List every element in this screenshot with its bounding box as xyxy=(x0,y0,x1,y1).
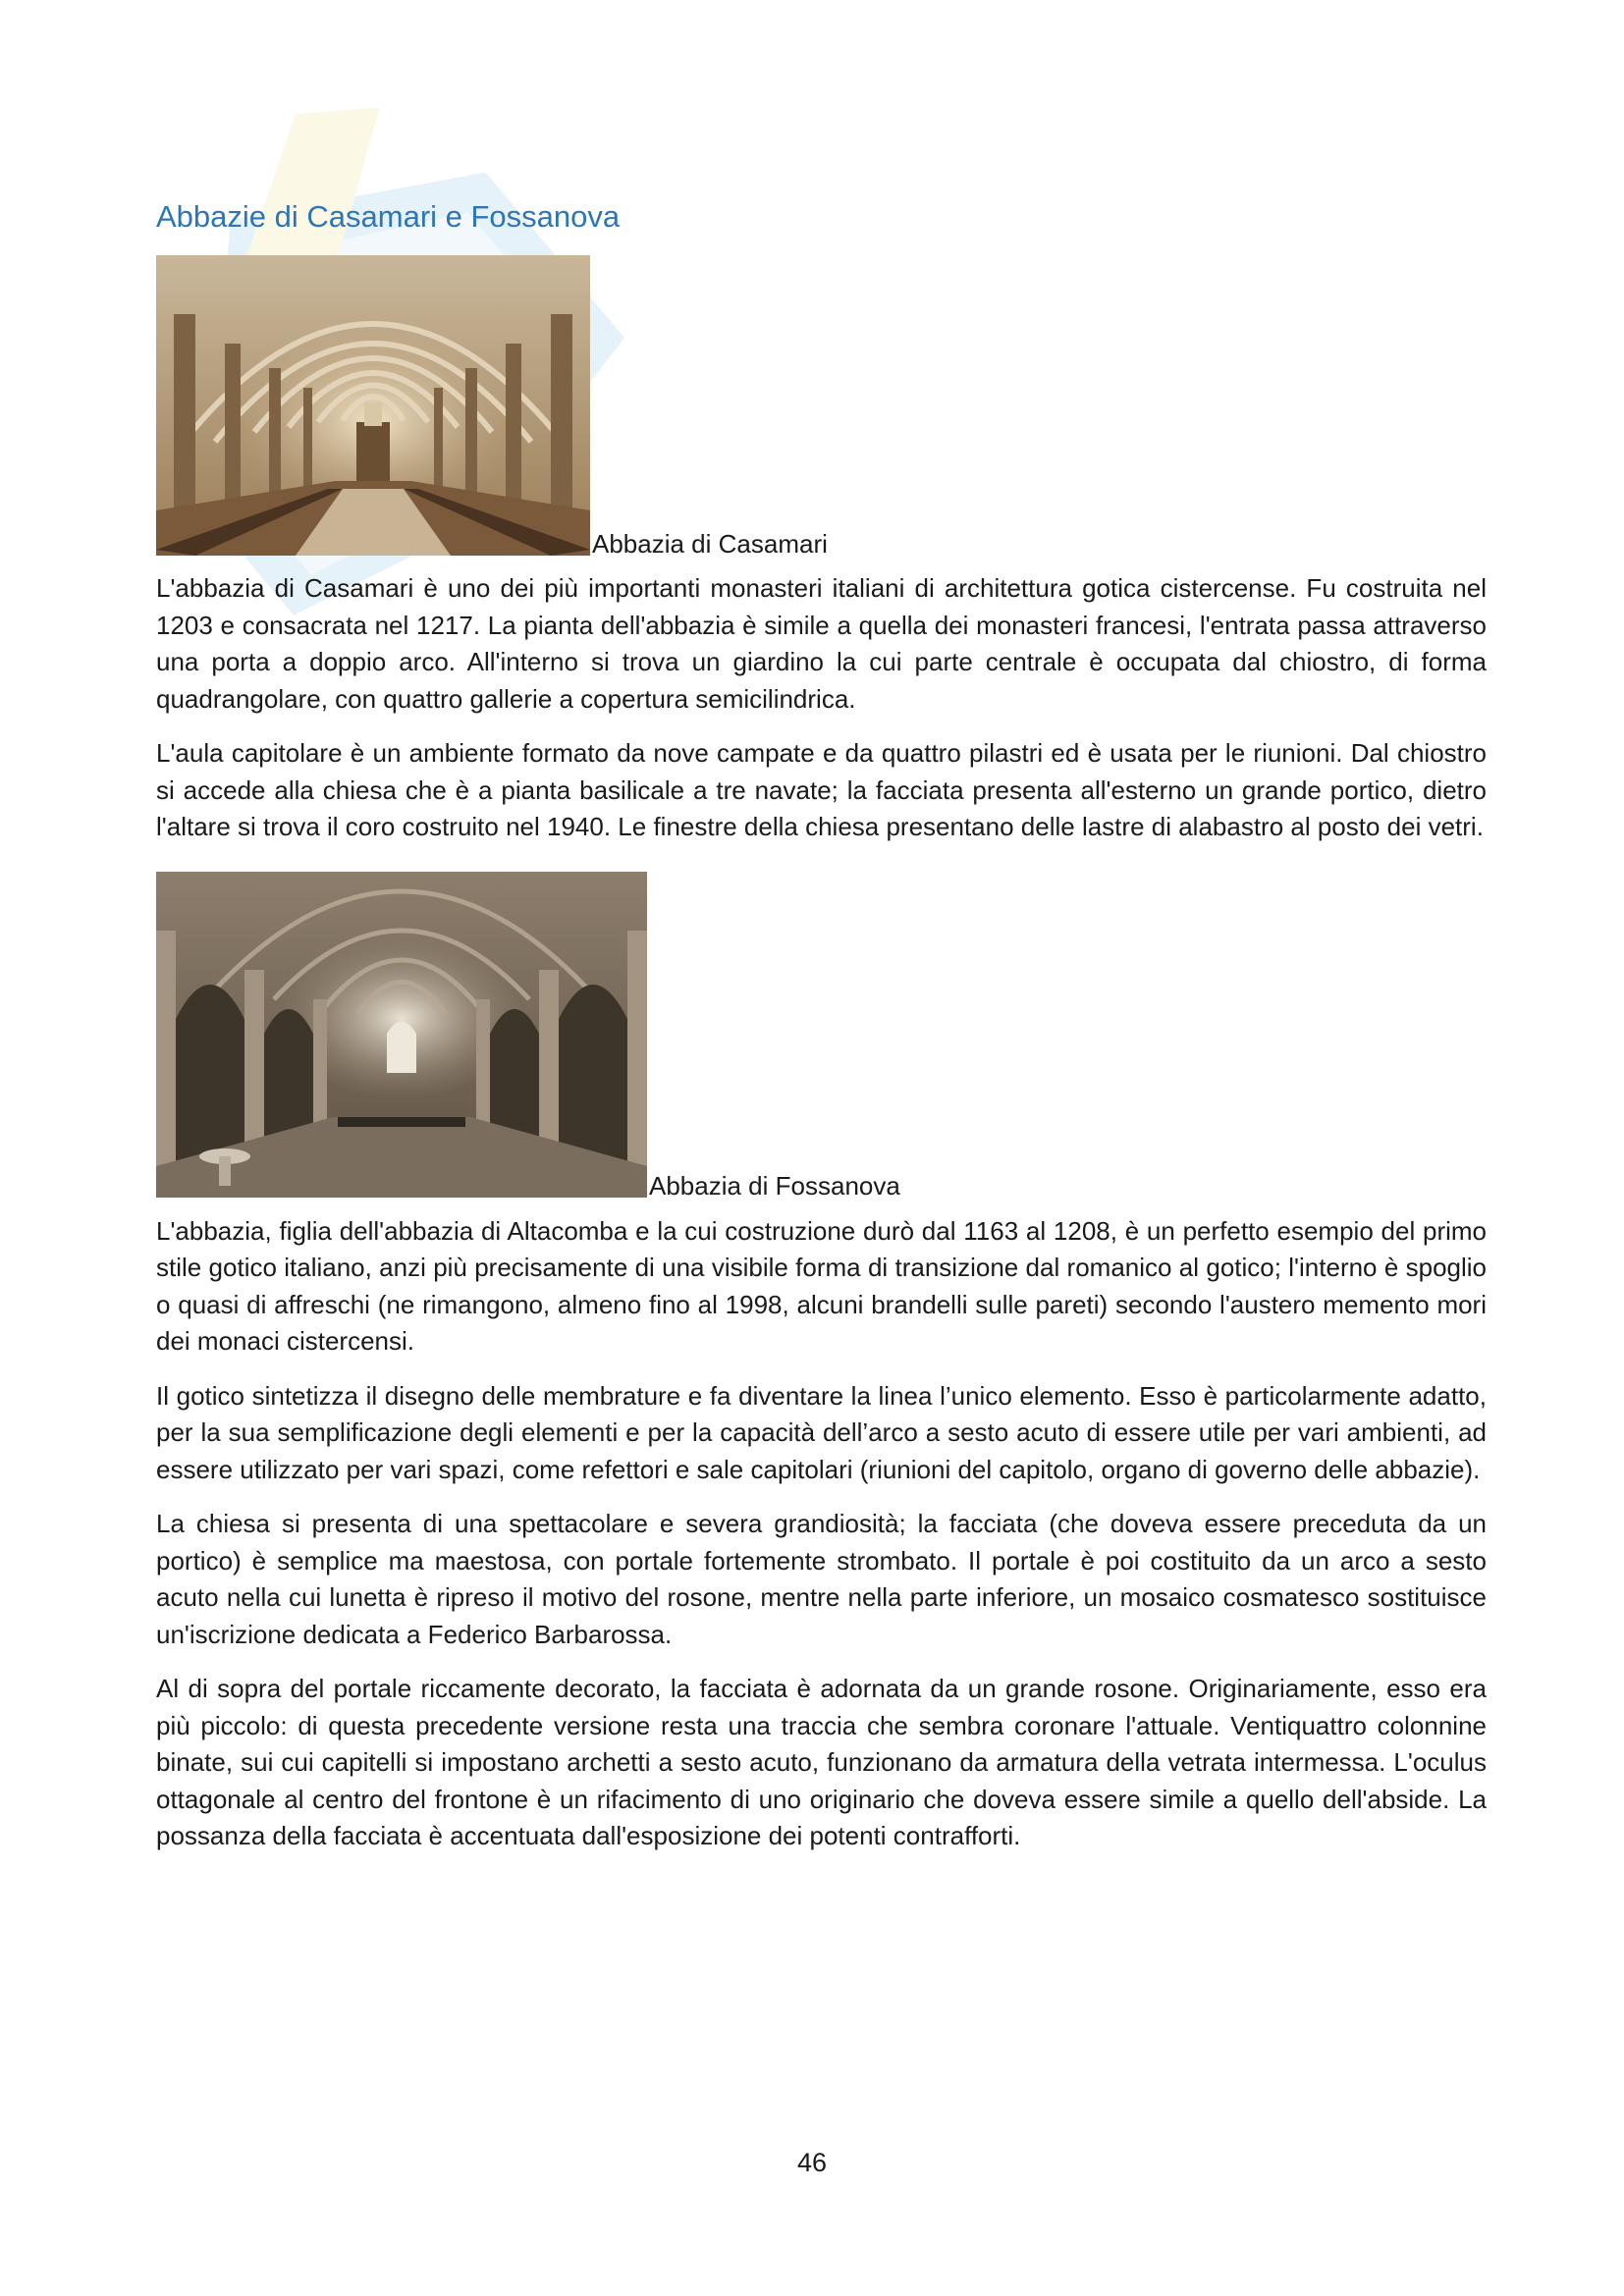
figure-fossanova xyxy=(156,872,1487,1201)
paragraph: La chiesa si presenta di una spettacolare e severa grandiosità; la facciata (che doveva essere preceduta da un portico) è semplice ma maestosa, con portale fortemente strombato. Il portale è poi costituito da un arco a sesto acuto nella cui lunetta è ripreso il motivo del rosone, mentre nella parte inferiore, un mosaico cosmatesco sostituisce un'iscrizione dedicata a Federico Barbarossa. xyxy=(156,1509,1487,1649)
page-content xyxy=(156,188,1487,1855)
paragraph: Al di sopra del portale riccamente decorato, la facciata è adornata da un grande rosone. Originariamente, esso era più piccolo: di questa precedente versione resta una traccia che sembra coronare l'attuale. Ventiquattro colonnine binate, sui cui capitelli si impostano archetti a sesto acuto, funzionano da armatura della vetrata intermessa. L'oculus ottagonale al centro del frontone è un rifacimento di uno originario che doveva essere simile a quello dell'abside. La possanza della facciata è accentuata dall'esposizione dei potenti contrafforti. xyxy=(156,1674,1487,1850)
paragraph: Il gotico sintetizza il disegno delle membrature e fa diventare la linea l’unico elemento. Esso è particolarmente adatto, per la sua semplificazione degli elementi e per la capacità dell’arco a sesto acuto di essere utile per vari ambienti, ad essere utilizzato per vari spazi, come refettori e sale capitolari (riunioni del capitolo, organo di governo delle abbazie). xyxy=(156,1380,1487,1484)
cathedral-nave-photo xyxy=(156,255,590,556)
page-title: Abbazie di Casamari e Fossanova xyxy=(156,199,621,234)
paragraph: L'abbazia, figlia dell'abbazia di Altacomba e la cui costruzione durò dal 1163 al 1208, è un perfetto esempio del primo stile gotico italiano, anzi più precisamente di una visibile forma di transizione dal romanico al gotico; l'interno è spoglio o quasi di affreschi (ne rimangono, almeno fino al 1998, alcuni brandelli sulle pareti) secondo l'austero memento mori dei monaci cistercensi. xyxy=(156,1215,1487,1356)
figure-casamari xyxy=(156,255,1487,559)
page-number: 46 xyxy=(796,2148,828,2177)
figure-caption: Abbazia di Fossanova xyxy=(649,1170,900,1201)
abbey-interior-photo xyxy=(156,872,647,1198)
paragraph: L'aula capitolare è un ambiente formato da nove campate e da quattro pilastri ed è usata per le riunioni. Dal chiostro si accede alla chiesa che è a pianta basilicale a tre navate; la facciata presenta all'esterno un grande portico, dietro l'altare si trova il coro costruito nel 1940. Le finestre della chiesa presentano delle lastre di alabastro al posto dei vetri. xyxy=(156,738,1487,841)
figure-caption: Abbazia di Casamari xyxy=(592,529,828,559)
paragraph: L'abbazia di Casamari è uno dei più importanti monasteri italiani di architettura gotica cistercense. Fu costruita nel 1203 e consacrata nel 1217. La pianta dell'abbazia è simile a quella dei monasteri francesi, l'entrata passa attraverso una porta a doppio arco. All'interno si trova un giardino la cui parte centrale è occupata dal chiostro, di forma quadrangolare, con quattro gallerie a copertura semicilindrica. xyxy=(156,573,1487,714)
